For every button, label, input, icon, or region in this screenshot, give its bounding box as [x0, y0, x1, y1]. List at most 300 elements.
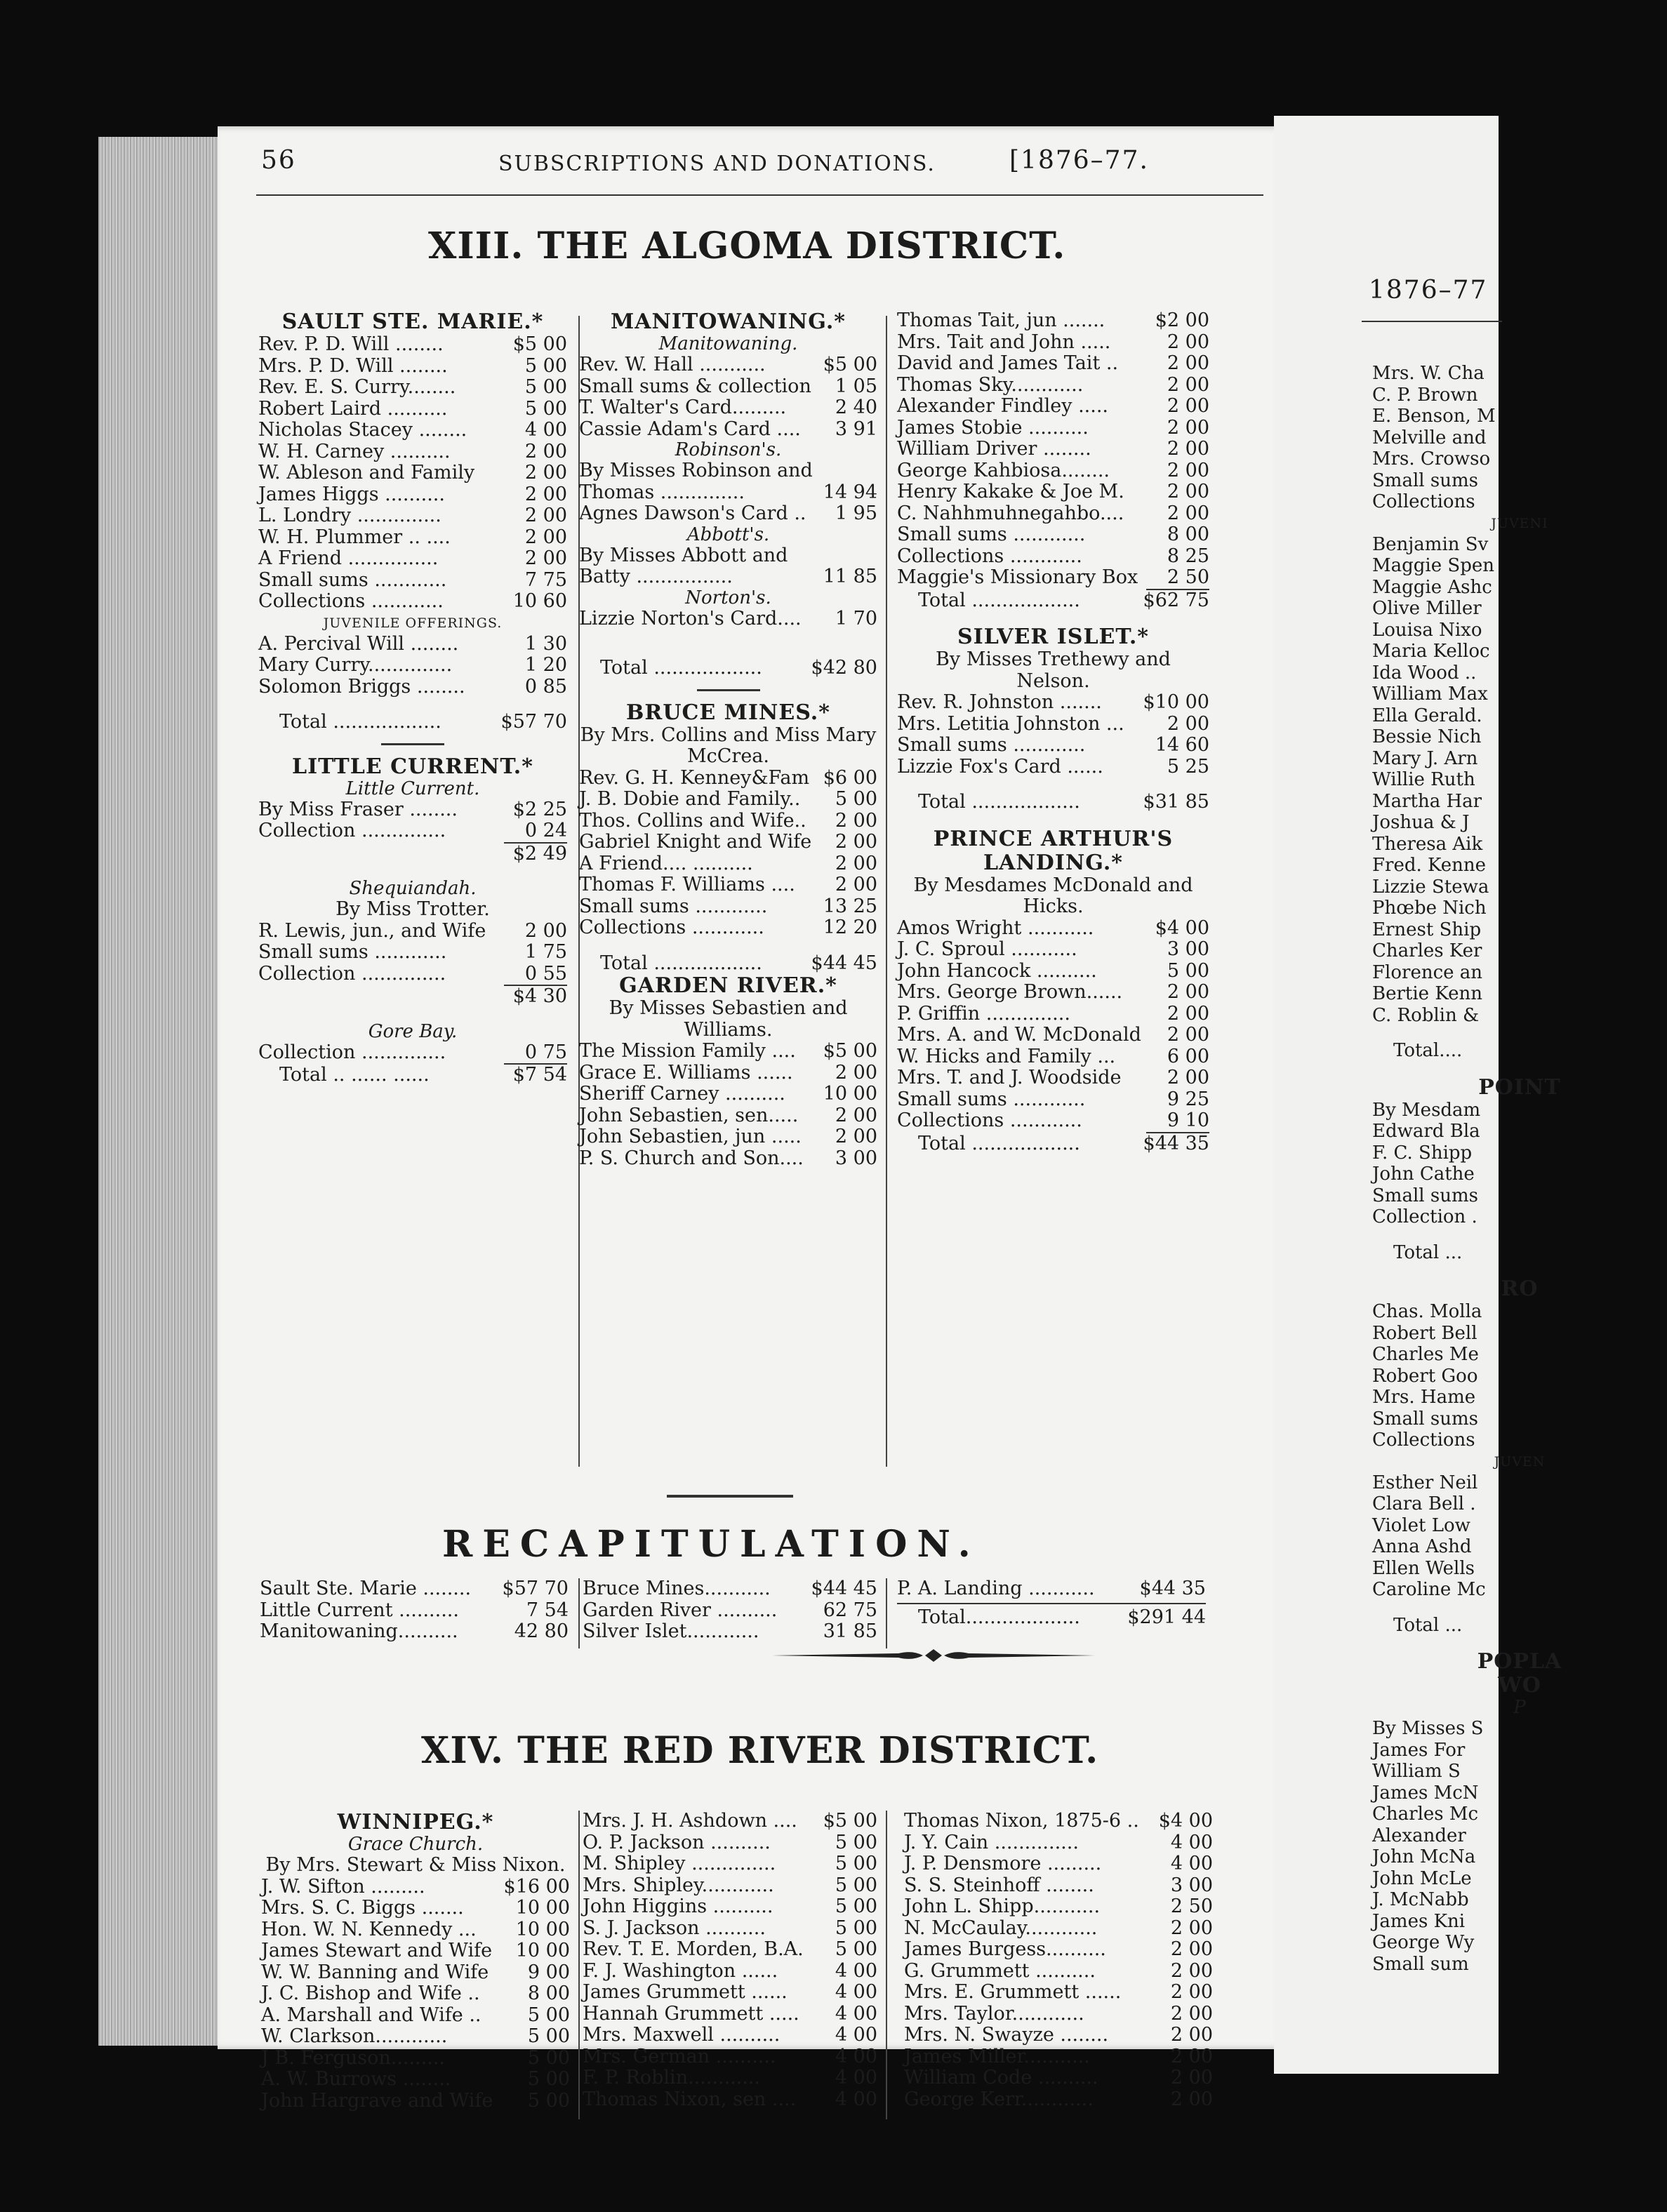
- entry-name: Charles Ker: [1372, 940, 1482, 961]
- entry-amount: 2 00: [1167, 1024, 1209, 1046]
- entry-name: R. Lewis, jun., and Wife: [258, 919, 486, 942]
- section-subheading: Grace Church.: [347, 1834, 484, 1855]
- ornament-divider: [772, 1647, 1095, 1664]
- entry-name: Small sums: [1372, 1408, 1478, 1430]
- entry-row: [1372, 898, 1667, 919]
- entry-amount: 42 80: [514, 1620, 569, 1642]
- entry-row: [579, 545, 877, 567]
- entry-amount: $44 35: [1143, 1132, 1209, 1154]
- column-divider: [886, 1811, 887, 2119]
- entry-row: [261, 2048, 570, 2070]
- entry-amount: 4 00: [835, 2088, 877, 2110]
- entry-row: [261, 1962, 570, 1984]
- entry-name: Mary J. Arn: [1372, 747, 1478, 769]
- entry-name: Thos. Collins and Wife..: [579, 809, 806, 832]
- right-page: [1274, 116, 1562, 2074]
- entry-amount: 8 00: [1167, 524, 1209, 545]
- entry-name: Fred. Kenne: [1372, 855, 1487, 876]
- entry-row: [579, 1148, 877, 1170]
- entry-row: [258, 964, 567, 985]
- entry-name: James Stobie ..........: [897, 416, 1089, 439]
- entry-row: [261, 1898, 570, 1919]
- entry-amount: 2 00: [1167, 438, 1209, 460]
- entry-row: [1372, 1911, 1667, 1933]
- entry-row: [583, 2067, 877, 2089]
- entry-name: Henry Kakake & Joe M.: [897, 481, 1124, 502]
- entry-row: [1372, 1783, 1667, 1804]
- column-divider: [578, 1811, 580, 2119]
- entry-name: James McN: [1372, 1782, 1479, 1804]
- entry-name: Mrs. Letitia Johnston ...: [897, 712, 1124, 735]
- entry-name: Rev. T. E. Morden, B.A.: [583, 1938, 804, 1960]
- winnipeg-column-2: [583, 1811, 877, 2110]
- sault-ste-marie-column: [258, 310, 567, 1086]
- entry-row: [260, 1621, 569, 1643]
- entry-row: [261, 1919, 570, 1941]
- section-heading: PRINCE ARTHUR'S: [933, 826, 1174, 851]
- entry-amount: 2 00: [1170, 1959, 1213, 1982]
- entry-amount: 0 85: [524, 675, 567, 698]
- entry-row: [1372, 962, 1667, 984]
- entry-row: [1372, 1185, 1667, 1207]
- entry-amount: 4 00: [835, 2024, 877, 2046]
- entry-name: Theresa Aik: [1372, 833, 1483, 855]
- entry-amount: 2 00: [1167, 481, 1209, 502]
- entry-amount: 2 00: [835, 874, 877, 895]
- entry-amount: 10 00: [515, 1940, 570, 1961]
- entry-row: [258, 441, 567, 463]
- entry-name: Alexander: [1372, 1825, 1466, 1846]
- entry-amount: 3 91: [835, 418, 877, 440]
- entry-row: [583, 1811, 877, 1832]
- entry-name: J. W. Sifton .........: [261, 1875, 425, 1898]
- entry-name: John Sebastien, jun .....: [579, 1126, 802, 1147]
- entry-amount: $4 00: [1155, 917, 1209, 939]
- entry-name: Charles Mc: [1372, 1804, 1479, 1825]
- entry-amount: 5 00: [835, 1895, 877, 1917]
- entry-row: [260, 1578, 569, 1600]
- total-row: [918, 1133, 1209, 1155]
- entry-amount: $2 00: [1155, 309, 1209, 331]
- entry-name: John Sebastien, sen.....: [579, 1104, 799, 1126]
- entry-name: Lizzie Norton's Card....: [579, 607, 802, 629]
- section-heading: SAULT STE. MARIE.*: [281, 309, 544, 334]
- entry-name: Ellen Wells: [1372, 1557, 1475, 1579]
- entry-amount: 2 00: [835, 1061, 877, 1084]
- entry-name: Alexander Findley .....: [897, 395, 1108, 417]
- entry-row: [260, 1600, 569, 1622]
- spacer: [1372, 1263, 1667, 1277]
- spacer: [897, 611, 1209, 625]
- entry-name: G. Grummett ..........: [904, 1959, 1096, 1982]
- entry-name: By Mesdam: [1372, 1099, 1481, 1121]
- spacer: [1372, 1636, 1667, 1650]
- entry-name: William Max: [1372, 684, 1488, 705]
- entry-name: Total .. ...... ......: [279, 1064, 430, 1086]
- entry-row: [904, 1853, 1213, 1875]
- entry-name: By Misses S: [1372, 1718, 1484, 1739]
- entry-name: Total...................: [918, 1606, 1080, 1628]
- collector-line: By Mrs. Collins and Miss Mary: [580, 724, 877, 746]
- column-divider: [886, 1578, 887, 1648]
- entry-row: [897, 1067, 1209, 1089]
- entry-name: Mrs. E. Grummett ......: [904, 1981, 1122, 2003]
- entry-row: [579, 482, 877, 504]
- entry-row: [1372, 1536, 1667, 1558]
- entry-name: Ernest Ship: [1372, 919, 1482, 940]
- year-range: [1876–77.: [1009, 146, 1149, 175]
- entry-name: [258, 844, 512, 865]
- entry-row: [904, 2089, 1213, 2111]
- entry-amount: 4 00: [835, 2002, 877, 2025]
- entry-name: Collection .: [1372, 1206, 1477, 1227]
- entry-amount: $57 70: [500, 711, 567, 733]
- entry-name: Small sums ............: [579, 895, 768, 917]
- entry-name: Maggie's Missionary Box: [897, 566, 1138, 588]
- entry-row: [1372, 1932, 1667, 1954]
- entry-amount: 5 00: [835, 1853, 877, 1874]
- entry-amount: 4 00: [835, 2045, 877, 2067]
- entry-name: Hannah Grummett .....: [583, 2002, 799, 2025]
- entry-name: Clara Bell .: [1372, 1493, 1476, 1514]
- entry-amount: $44 45: [811, 1578, 877, 1599]
- entry-name: Mrs. S. C. Biggs .......: [261, 1897, 464, 1919]
- entry-row: [1372, 877, 1667, 898]
- entry-row: [579, 503, 877, 525]
- entry-row: [583, 2025, 877, 2046]
- entry-row: [583, 1621, 877, 1643]
- entry-name: John McLe: [1372, 1867, 1472, 1889]
- entry-amount: $2 25: [512, 798, 567, 820]
- entry-name: S. S. Steinhoff ........: [904, 1874, 1094, 1896]
- entry-row: [1372, 577, 1667, 599]
- entry-name: Martha Har: [1372, 790, 1482, 812]
- column-divider: [886, 316, 887, 1467]
- entry-row: [897, 567, 1209, 589]
- entry-name: Olive Miller: [1372, 598, 1482, 619]
- entry-row: [579, 896, 877, 918]
- entry-name: Anna Ashd: [1372, 1536, 1472, 1557]
- entry-row: [1372, 385, 1667, 406]
- entry-amount: 2 00: [1170, 1938, 1213, 1960]
- entry-amount: 9 10: [1167, 1110, 1209, 1131]
- entry-amount: 2 00: [835, 831, 877, 853]
- entry-row: [258, 799, 567, 821]
- entry-name: John Hargrave and Wife: [261, 2089, 493, 2112]
- section-subheading: P: [1513, 1697, 1526, 1718]
- entry-name: Mrs. George Brown......: [897, 981, 1123, 1003]
- entry-name: Joshua & J: [1372, 812, 1470, 833]
- entry-row: [897, 1089, 1209, 1111]
- entry-row: [579, 460, 877, 482]
- entry-amount: 4 00: [524, 419, 567, 441]
- entry-row: [258, 334, 567, 356]
- entry-name: P. S. Church and Son....: [579, 1147, 804, 1169]
- entry-row: [1372, 1804, 1667, 1825]
- entry-amount: 5 00: [1167, 959, 1209, 982]
- entry-row: [1372, 534, 1667, 556]
- entry-name: Robert Goo: [1372, 1365, 1478, 1387]
- entry-amount: 5 00: [835, 1874, 877, 1896]
- entry-name: Maria Kelloc: [1372, 641, 1490, 662]
- entry-row: [258, 986, 567, 1008]
- entry-name: F. C. Shipp: [1372, 1142, 1473, 1164]
- recap-column-3: [897, 1578, 1206, 1628]
- entry-row: [258, 377, 567, 399]
- section-heading: SILVER ISLET.*: [957, 625, 1149, 649]
- entry-row: [1372, 1825, 1667, 1847]
- entry-name: Mrs. German ..........: [583, 2045, 776, 2067]
- entry-row: [1372, 1387, 1667, 1408]
- entry-row: [261, 2005, 570, 2027]
- entry-name: J. C. Sproul ...........: [897, 938, 1077, 960]
- entry-amount: 4 00: [835, 1981, 877, 2003]
- entry-name: Collections: [1372, 491, 1475, 512]
- entry-row: [1372, 726, 1667, 748]
- entry-row: [904, 1982, 1213, 2004]
- entry-row: [1372, 1558, 1667, 1580]
- entry-name: By Misses Robinson and: [579, 460, 813, 481]
- entry-name: Bessie Nich: [1372, 726, 1482, 747]
- entry-row: [897, 546, 1209, 568]
- entry-name: Total ...: [1393, 1241, 1463, 1263]
- entry-name: Small sums: [1372, 1185, 1478, 1206]
- section-heading: POPLA: [1477, 1649, 1562, 1674]
- entry-row: [1372, 1206, 1667, 1228]
- entry-amount: $4 30: [512, 985, 567, 1007]
- entry-amount: 2 00: [1167, 981, 1209, 1003]
- right-header-rule: [1362, 321, 1502, 322]
- entry-name: J. C. Bishop and Wife ..: [261, 1983, 480, 2004]
- entry-row: [583, 2004, 877, 2025]
- entry-name: James Grummett ......: [583, 1981, 788, 2003]
- entry-row: [258, 462, 567, 484]
- entry-row: [1372, 919, 1667, 941]
- entry-amount: 6 00: [1167, 1045, 1209, 1067]
- entry-name: J. Y. Cain ..............: [904, 1831, 1079, 1853]
- entry-row: [579, 1041, 877, 1062]
- entry-name: By Miss Fraser ........: [258, 798, 458, 820]
- entry-row: [1372, 1846, 1667, 1868]
- entry-amount: $4 00: [1158, 1810, 1213, 1832]
- entry-amount: 2 00: [1167, 459, 1209, 481]
- collector-line: Williams.: [684, 1018, 773, 1041]
- entry-row: [579, 768, 877, 789]
- entry-amount: $6 00: [823, 766, 877, 789]
- entry-name: James For: [1372, 1739, 1466, 1761]
- total-row: [279, 712, 567, 733]
- entry-row: [579, 1084, 877, 1105]
- entry-row: [1372, 1761, 1667, 1783]
- entry-name: W. H. Plummer .. ....: [258, 526, 451, 548]
- entry-name: John L. Shipp...........: [904, 1895, 1101, 1917]
- entry-amount: 1 20: [524, 654, 567, 676]
- entry-row: [258, 505, 567, 527]
- entry-amount: 2 00: [524, 483, 567, 505]
- entry-row: [1372, 1868, 1667, 1890]
- entry-row: [1372, 983, 1667, 1005]
- entry-name: Mrs. Shipley............: [583, 1874, 774, 1896]
- entry-name: John Cathe: [1372, 1164, 1475, 1185]
- entry-name: Silver Islet............: [583, 1620, 759, 1642]
- winnipeg-column-3: [904, 1811, 1213, 2110]
- entry-name: James Burgess..........: [904, 1938, 1106, 1960]
- entry-name: Small sums: [1372, 469, 1478, 491]
- entry-amount: 2 00: [1170, 2088, 1213, 2110]
- section-rule: [667, 1495, 793, 1498]
- spacer: [258, 865, 567, 879]
- entry-row: [897, 982, 1209, 1004]
- entry-name: Collection ..............: [258, 962, 446, 985]
- entry-amount: 2 00: [1170, 1981, 1213, 2003]
- entry-row: [1372, 1515, 1667, 1537]
- entry-name: Charles Me: [1372, 1344, 1479, 1365]
- entry-row: [583, 1982, 877, 2004]
- entry-row: [897, 524, 1209, 546]
- entry-name: Rev. G. H. Kenney&Fam: [579, 766, 810, 789]
- entry-row: [579, 832, 877, 853]
- entry-name: Manitowaning..........: [260, 1620, 458, 1642]
- recap-column-1: [260, 1578, 569, 1643]
- entry-name: C. P. Brown: [1372, 384, 1478, 406]
- entry-name: Thomas ..............: [579, 481, 745, 503]
- entry-row: [261, 2026, 570, 2048]
- entry-amount: 2 00: [1170, 2002, 1213, 2025]
- entry-name: Rev. R. Johnston .......: [897, 691, 1102, 713]
- entry-amount: 10 00: [515, 1918, 570, 1940]
- entry-row: [1372, 448, 1667, 470]
- collector-line: By Misses Trethewy and Nelson.: [936, 648, 1171, 692]
- entry-name: A. W. Burrows ........: [261, 2068, 451, 2090]
- entry-row: [1372, 555, 1667, 577]
- entry-row: [897, 481, 1209, 503]
- entry-row: [1372, 1579, 1667, 1601]
- entry-row: [897, 503, 1209, 525]
- entry-row: [579, 419, 877, 441]
- entry-row: [579, 608, 877, 630]
- entry-name: W. H. Carney ..........: [258, 440, 451, 462]
- entry-name: A. Percival Will ........: [258, 632, 459, 655]
- entry-name: Mrs. Crowso: [1372, 448, 1491, 469]
- entry-name: E. Benson, M: [1372, 406, 1496, 427]
- entry-row: [897, 375, 1209, 397]
- entry-amount: 2 00: [1167, 373, 1209, 396]
- entry-name: Small sums ............: [897, 734, 1086, 756]
- entry-row: [897, 714, 1209, 735]
- entry-row: [1372, 1472, 1667, 1494]
- entry-row: [1372, 1740, 1667, 1761]
- entry-amount: 4 00: [835, 2067, 877, 2088]
- spacer: [1372, 1228, 1667, 1242]
- entry-name: Rev. W. Hall ...........: [579, 354, 766, 375]
- entry-amount: $5 00: [823, 1040, 877, 1062]
- section-heading: RO: [1501, 1277, 1539, 1301]
- entry-amount: 4 00: [835, 1959, 877, 1982]
- entry-amount: 7 75: [524, 568, 567, 591]
- entry-name: Amos Wright ...........: [897, 917, 1094, 939]
- entry-name: M. Shipley ..............: [583, 1853, 776, 1874]
- entry-amount: 11 85: [823, 566, 877, 587]
- right-page-column: [1372, 363, 1667, 1975]
- entry-row: [258, 655, 567, 677]
- entry-row: [1372, 1121, 1667, 1142]
- entry-name: P. Griffin ..............: [897, 1002, 1070, 1025]
- entry-row: [904, 1961, 1213, 1983]
- entry-name: J B. Ferguson.........: [261, 2046, 445, 2069]
- entry-name: Garden River ..........: [583, 1599, 778, 1621]
- entry-name: Small sums ............: [897, 1088, 1086, 1110]
- entry-amount: $2 49: [512, 842, 567, 865]
- district-14-title: XIV. THE RED RIVER DISTRICT.: [421, 1729, 1099, 1772]
- entry-name: Mrs. J. H. Ashdown ....: [583, 1810, 797, 1832]
- entry-amount: 4 00: [1170, 1853, 1213, 1874]
- juvenile-heading: JUVENI: [1491, 515, 1548, 531]
- entry-name: Small sums & collection: [579, 375, 811, 397]
- entry-row: [897, 757, 1209, 778]
- entry-row: [1372, 769, 1667, 791]
- entry-name: David and James Tait ..: [897, 352, 1119, 374]
- entry-row: [1372, 427, 1667, 449]
- entry-name: Small sums ............: [897, 524, 1086, 545]
- header-rule: [256, 194, 1263, 196]
- entry-name: N. McCaulay............: [904, 1917, 1098, 1939]
- entry-name: Phœbe Nich: [1372, 898, 1487, 919]
- entry-row: [1372, 1366, 1667, 1387]
- section-subheading: Abbott's.: [686, 524, 770, 545]
- total-row: [600, 953, 877, 975]
- section-heading: BRUCE MINES.*: [626, 700, 830, 725]
- entry-name: Ida Wood ..: [1372, 662, 1477, 684]
- entry-row: [1372, 620, 1667, 641]
- entry-amount: 2 00: [1167, 331, 1209, 353]
- entry-amount: 5 00: [527, 2089, 570, 2112]
- entry-name: Total ..................: [279, 711, 441, 733]
- entry-amount: $44 35: [1139, 1578, 1206, 1599]
- entry-row: [583, 1578, 877, 1600]
- entry-name: John Higgins ..........: [583, 1895, 773, 1917]
- entry-amount: 5 00: [527, 2068, 570, 2090]
- total-row: [1393, 1615, 1667, 1637]
- entry-amount: 0 75: [524, 1041, 567, 1063]
- entry-amount: 5 00: [835, 1917, 877, 1939]
- spacer: [897, 813, 1209, 827]
- section-heading: MANITOWANING.*: [610, 309, 846, 334]
- entry-amount: 2 00: [1167, 352, 1209, 374]
- entry-name: Agnes Dawson's Card ..: [579, 502, 806, 524]
- entry-name: W. Clarkson............: [261, 2025, 448, 2047]
- entry-name: Thomas Tait, jun .......: [897, 309, 1105, 331]
- entry-name: A Friend.... ..........: [579, 852, 753, 874]
- entry-name: Little Current ..........: [260, 1599, 459, 1621]
- entry-row: [897, 1025, 1209, 1046]
- entry-name: James Higgs ..........: [258, 483, 445, 505]
- entry-row: [1372, 1430, 1667, 1451]
- entry-name: Violet Low: [1372, 1514, 1470, 1536]
- entry-name: Louisa Nixo: [1372, 619, 1482, 641]
- entry-name: Mrs. Hame: [1372, 1387, 1476, 1408]
- entry-row: [579, 1126, 877, 1148]
- entry-row: [258, 820, 567, 842]
- entry-amount: $291 44: [1127, 1606, 1206, 1628]
- entry-row: [1372, 1889, 1667, 1911]
- entry-amount: 4 00: [1170, 1831, 1213, 1853]
- entry-row: [1372, 1301, 1667, 1323]
- entry-amount: 2 00: [524, 440, 567, 462]
- entry-name: A. Marshall and Wife ..: [261, 2004, 481, 2026]
- entry-row: [897, 310, 1209, 332]
- entry-amount: 5 00: [835, 788, 877, 810]
- entry-row: [1372, 812, 1667, 834]
